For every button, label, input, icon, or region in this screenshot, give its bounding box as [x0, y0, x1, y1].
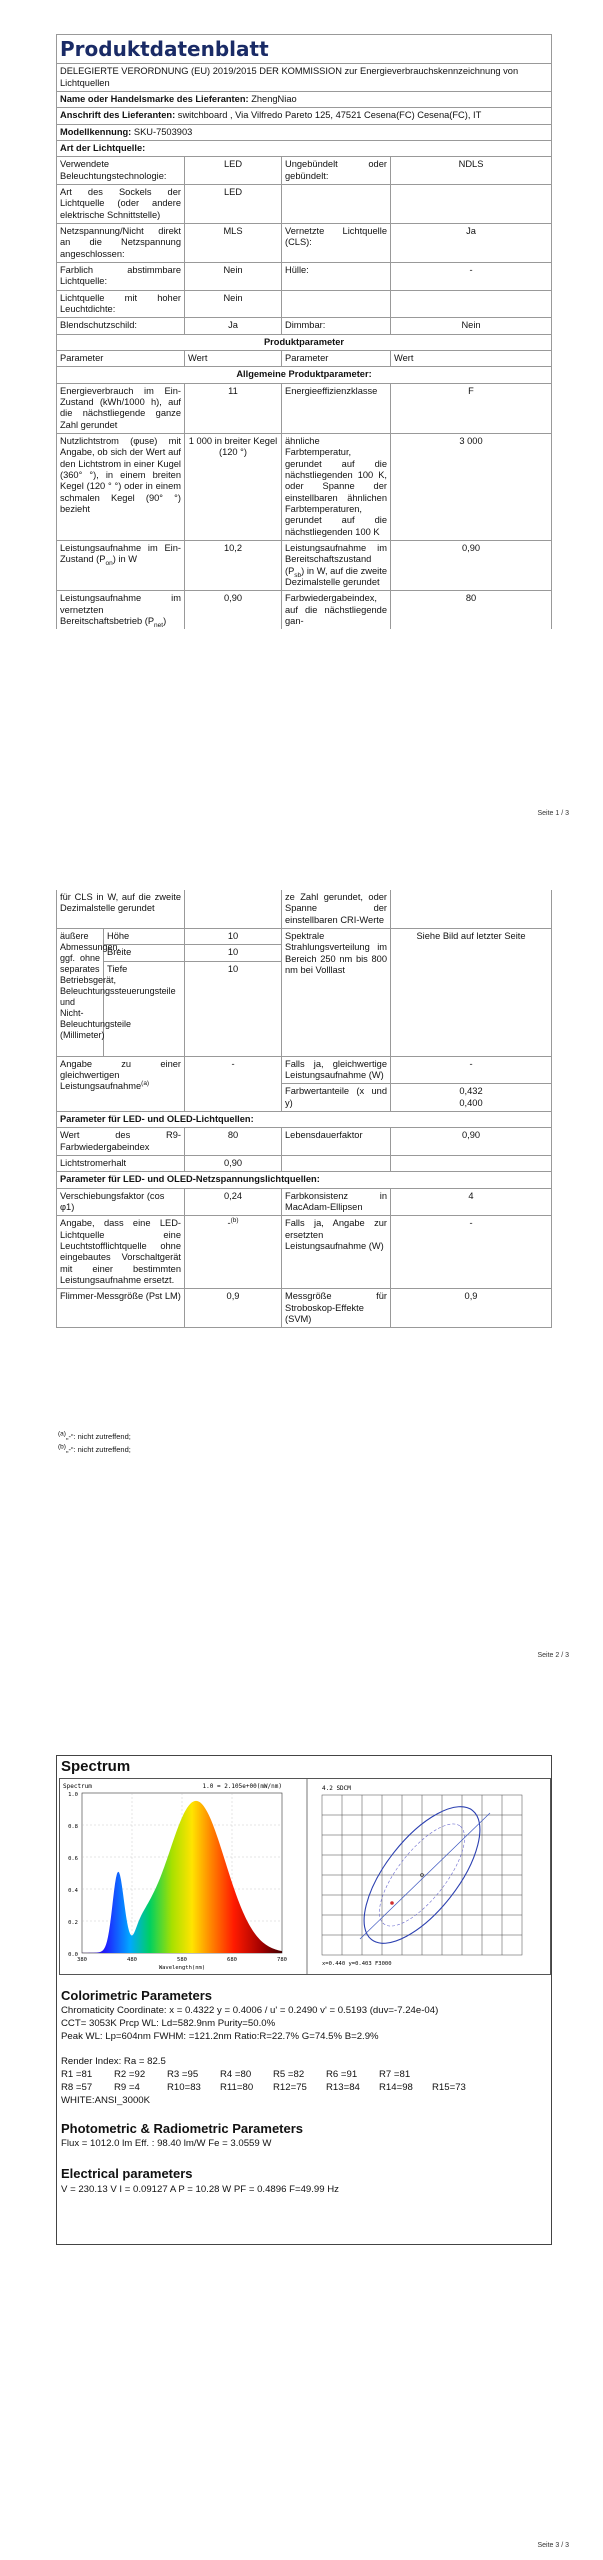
product-data-table-1	[56, 34, 552, 629]
macadam-value: 4	[391, 1188, 552, 1216]
column-header: Parameter	[57, 350, 185, 366]
row-value	[391, 185, 552, 224]
plot-header: 1.0 = 2.105e+00(mW/nm)	[202, 1783, 282, 1790]
continued-label: ze Zahl gerundet, oder Spanne der einstellbaren CRI-Werte	[282, 890, 391, 928]
row-value: Ja	[391, 224, 552, 263]
param-label	[57, 591, 185, 629]
address-value: switchboard , Via Vilfredo Pareto 125, 47521 Cesena(FC) Cesena(FC), IT	[177, 110, 482, 121]
dimensions-label: äußere Abmessungen, ggf. ohne separates Betriebsgerät, Beleuchtungssteuerungsteile und Nicht-Beleuchtungsteile (Millimeter)	[57, 928, 104, 1056]
page-2	[0, 830, 603, 1690]
r-value: R14=98	[379, 2082, 413, 2093]
subscript: net	[154, 621, 164, 629]
colorimetric-line: Chromaticity Coordinate: x = 0.4322 y = 0.4006 / u' = 0.2490 v' = 0.5193 (duv=-7.24e-04)	[61, 2005, 439, 2016]
table-row	[57, 1155, 552, 1171]
table-row	[57, 224, 552, 263]
param-value: 3 000	[391, 433, 552, 540]
replacement-value	[185, 1216, 282, 1289]
r-value: R5 =82	[273, 2069, 305, 2080]
lightsource-type-heading: Art der Lichtquelle:	[57, 141, 552, 157]
text-part: ) in W	[112, 554, 137, 565]
row-label: Netzspannung/Nicht direkt an die Netzspannung angeschlossen:	[57, 224, 185, 263]
chromaticity-x: 0,432	[459, 1086, 483, 1097]
row-label: Verwendete Beleuchtungstechnologie:	[57, 157, 185, 185]
replacement-right-value: -	[391, 1216, 552, 1289]
document-title: Produktdatenblatt	[57, 35, 552, 64]
address-label: Anschrift des Lieferanten:	[60, 110, 176, 121]
table-row	[57, 540, 552, 590]
r-value: R6 =91	[326, 2069, 358, 2080]
r-values-row-1	[61, 2069, 432, 2080]
table-row	[57, 928, 552, 944]
r-value: R11=80	[220, 2082, 254, 2093]
supplier-row	[57, 92, 552, 108]
y-tick-label: 0.2	[68, 1920, 78, 1926]
r-value: R12=75	[273, 2082, 307, 2093]
spectral-value: Siehe Bild auf letzter Seite	[391, 928, 552, 1056]
stroboscopic-label: Messgröße für Stroboskop-Effekte (SVM)	[282, 1289, 391, 1328]
y-tick-label: 0.4	[68, 1888, 78, 1894]
r-value: R1 =81	[61, 2069, 93, 2080]
footnote-mark: (a)	[58, 1430, 66, 1438]
colorimetric-line: CCT= 3053K Prcp WL: Ld=582.9nm Purity=50.0%	[61, 2018, 276, 2029]
y-tick-label: 0.6	[68, 1856, 78, 1862]
x-axis-label: Wavelength(nm)	[158, 1965, 206, 1971]
row-value: LED	[185, 157, 282, 185]
r-value: R8 =57	[61, 2082, 93, 2093]
cie-label: 4.2 SDCM	[322, 1785, 351, 1792]
text-part: -	[227, 1218, 231, 1229]
chromaticity-y: 0,400	[459, 1097, 483, 1108]
r-value: R13=84	[326, 2082, 360, 2093]
row-value	[391, 290, 552, 318]
cie-grid	[322, 1795, 522, 1955]
row-value: Nein	[391, 318, 552, 334]
dimension-value: 10	[185, 945, 282, 961]
row-value: -	[391, 262, 552, 290]
row-label: Art des Sockels der Lichtquelle (oder andere elektrische Schnittstelle)	[57, 185, 185, 224]
param-value: 10,2	[185, 540, 282, 590]
stroboscopic-value: 0,9	[391, 1289, 552, 1328]
row-value: Ja	[185, 318, 282, 334]
param-value: 80	[391, 591, 552, 629]
equivalent-power-value: -	[185, 1056, 282, 1111]
table-row	[57, 157, 552, 185]
row-label: Hülle:	[282, 262, 391, 290]
row-label: Vernetzte Lichtquelle (CLS):	[282, 224, 391, 263]
spectrum-title: Spectrum	[61, 1758, 131, 1775]
superscript: (a)	[141, 1080, 150, 1088]
row-value: NDLS	[391, 157, 552, 185]
footnote-b	[58, 1443, 131, 1456]
white-class: WHITE:ANSI_3000K	[61, 2095, 151, 2106]
y-tick-label: 0.0	[68, 1952, 78, 1958]
spectrum-plot-area	[59, 1778, 551, 1975]
y-tick-label: 0.8	[68, 1824, 78, 1830]
row-value: Nein	[185, 262, 282, 290]
continued-label: für CLS in W, auf die zweite Dezimalstelle gerundet	[57, 890, 185, 928]
x-tick-label: 680	[227, 1957, 237, 1963]
text-part: Angabe zu einer gleichwertigen Leistungsaufnahme	[60, 1058, 182, 1092]
chromaticity-label: Farbwertanteile (x und y)	[282, 1084, 391, 1112]
produktparameter-heading: Produktparameter	[57, 334, 552, 350]
page-number: Seite 2 / 3	[537, 1652, 569, 1659]
table-row	[57, 262, 552, 290]
x-tick-labels	[77, 1957, 287, 1963]
column-header: Parameter	[282, 350, 391, 366]
footnote-text: „-“: nicht zutreffend;	[65, 1432, 131, 1441]
x-tick-label: 480	[127, 1957, 137, 1963]
dimension-name: Höhe	[104, 928, 185, 944]
spectral-label: Spektrale Strahlungsverteilung im Bereich 250 nm bis 800 nm bei Volllast	[282, 928, 391, 1056]
table-row	[57, 1056, 552, 1084]
param-label: Energieverbrauch im Ein-Zustand (kWh/1000 h), auf die nächstliegende ganze Zahl gerundet	[57, 383, 185, 433]
param-value: F	[391, 383, 552, 433]
param-value: 0,90	[391, 540, 552, 590]
row-label	[282, 185, 391, 224]
photometric-title: Photometric & Radiometric Parameters	[61, 2121, 304, 2136]
param-value: 0,90	[185, 591, 282, 629]
macadam-label: Farbkonsistenz in MacAdam-Ellipsen	[282, 1188, 391, 1216]
dimension-name: Breite	[104, 945, 185, 961]
empty-cell	[391, 890, 552, 928]
page-number: Seite 3 / 3	[537, 2542, 569, 2549]
table-row	[57, 185, 552, 224]
spectrum-report	[56, 1755, 552, 2245]
x-tick-label: 780	[277, 1957, 287, 1963]
equivalent-power-right-value: -	[391, 1056, 552, 1084]
r-value: R7 =81	[379, 2069, 411, 2080]
electrical-line: V = 230.13 V I = 0.09127 A P = 10.28 W PF = 0.4896 F=49.99 Hz	[61, 2184, 339, 2195]
row-label: Dimmbar:	[282, 318, 391, 334]
table-row	[57, 290, 552, 318]
text-part: Leistungsaufnahme im vernetzten Bereitschaftsbetrieb (P	[60, 593, 181, 626]
footnote-a	[58, 1430, 131, 1443]
param-label: ähnliche Farbtemperatur, gerundet auf die nächstliegenden 100 K, oder Spanne der einstellbaren ähnlichen Farbtemperaturen, gerundet auf die nächstliegenden 100 K	[282, 433, 391, 540]
model-row	[57, 124, 552, 140]
table-row	[57, 1216, 552, 1289]
table-row	[57, 1289, 552, 1328]
x-tick-label: 380	[77, 1957, 87, 1963]
r-values-row-2	[61, 2082, 485, 2093]
table-row	[57, 433, 552, 540]
param-label	[282, 540, 391, 590]
text-part: )	[163, 615, 167, 626]
text-part: Leistungsaufnahme im Bereitschaftszustand (P	[285, 542, 387, 576]
row-label: Lichtquelle mit hoher Leuchtdichte:	[57, 290, 185, 318]
y-tick-labels	[68, 1792, 79, 1958]
colorimetric-title: Colorimetric Parameters	[61, 1988, 213, 2003]
row-label: Farblich abstimmbare Lichtquelle:	[57, 262, 185, 290]
text-part: ) in W, auf die zweite Dezimalstelle gerundet	[285, 565, 387, 587]
text-part: Leistungsaufnahme im Ein-Zustand (P	[60, 542, 181, 565]
y-tick-label: 1.0	[68, 1792, 78, 1798]
model-value: SKU-7503903	[133, 126, 193, 137]
address-row	[57, 108, 552, 124]
colorimetric-line: Peak WL: Lp=604nm FWHM: =121.2nm Ratio:R=22.7% G=74.5% B=2.9%	[61, 2031, 379, 2042]
equivalent-power-right-label: Falls ja, gleichwertige Leistungsaufnahme (W)	[282, 1056, 391, 1084]
param-value: 11	[185, 383, 282, 433]
param-label: Nutzlichtstrom (φuse) mit Angabe, ob sich der Wert auf den Lichtstrom in einer Kugel (360° °), in einem breiten Kegel (120 ° °) oder in einem schmalen Kegel (90° °) bezieht	[57, 433, 185, 540]
allgemeine-heading: Allgemeine Produktparameter:	[57, 367, 552, 383]
table-row	[57, 1128, 552, 1156]
column-header: Wert	[391, 350, 552, 366]
r-value: R9 =4	[114, 2082, 140, 2093]
product-data-table-2	[56, 890, 552, 1328]
footnotes	[58, 1430, 131, 1456]
dimension-name: Tiefe	[104, 961, 185, 1056]
supplier-label: Name oder Handelsmarke des Lieferanten:	[60, 94, 249, 105]
flicker-value: 0,9	[185, 1289, 282, 1328]
page-3	[0, 1690, 603, 2560]
row-value: MLS	[185, 224, 282, 263]
page-number: Seite 1 / 3	[537, 810, 569, 817]
lumen-value: 0,90	[185, 1155, 282, 1171]
r-value: R3 =95	[167, 2069, 199, 2080]
r-value: R2 =92	[114, 2069, 146, 2080]
subscript: sb	[294, 571, 302, 579]
row-label	[282, 290, 391, 318]
electrical-title: Electrical parameters	[61, 2166, 193, 2181]
x-tick-label: 580	[177, 1957, 187, 1963]
regulation-text: DELEGIERTE VERORDNUNG (EU) 2019/2015 DER KOMMISSION zur Energieverbrauchskennzeichnung von Lichtquellen	[57, 64, 552, 92]
table-row	[57, 318, 552, 334]
page-1	[0, 0, 603, 830]
param-label	[57, 540, 185, 590]
lumen-label: Lichtstromerhalt	[57, 1155, 185, 1171]
param-label: Energieeffizienzklasse	[282, 383, 391, 433]
cie-footer: x=0.440 y=0.403 F3000	[322, 1961, 392, 1967]
life-value: 0,90	[391, 1128, 552, 1156]
spectrum-svg	[60, 1779, 550, 1974]
r-value: R10=83	[167, 2082, 201, 2093]
dimension-value: 10	[185, 928, 282, 944]
measured-point	[390, 1901, 394, 1905]
empty-cell	[391, 1155, 552, 1171]
table-row	[57, 383, 552, 433]
model-label: Modellkennung:	[60, 126, 132, 137]
table-row	[57, 591, 552, 629]
chromaticity-values	[391, 1084, 552, 1112]
footnote-mark: (b)	[58, 1443, 66, 1451]
plot-label: Spectrum	[63, 1783, 92, 1790]
photometric-line: Flux = 1012.0 lm Eff. : 98.40 lm/W Fe = 3.0559 W	[61, 2138, 272, 2149]
table-row	[57, 890, 552, 928]
flicker-label: Flimmer-Messgröße (Pst LM)	[57, 1289, 185, 1328]
r9-label: Wert des R9-Farbwiedergabeindex	[57, 1128, 185, 1156]
led-oled-heading: Parameter für LED- und OLED-Lichtquellen:	[57, 1111, 552, 1127]
column-header: Wert	[185, 350, 282, 366]
supplier-value: ZhengNiao	[251, 94, 297, 105]
row-label: Ungebündelt oder gebündelt:	[282, 157, 391, 185]
row-label: Blendschutzschild:	[57, 318, 185, 334]
life-label: Lebensdauerfaktor	[282, 1128, 391, 1156]
displacement-value: 0,24	[185, 1188, 282, 1216]
row-value: Nein	[185, 290, 282, 318]
superscript: (b)	[230, 1217, 239, 1225]
empty-cell	[282, 1155, 391, 1171]
r-value: R4 =80	[220, 2069, 252, 2080]
led-mains-heading: Parameter für LED- und OLED-Netzspannungslichtquellen:	[57, 1172, 552, 1188]
replacement-label: Angabe, dass eine LED-Lichtquelle eine Leuchtstofflichtquelle ohne eingebautes Vorschaltgerät mit einer bestimmten Leistungsaufnahme ersetzt.	[57, 1216, 185, 1289]
dimension-value: 10	[185, 961, 282, 1056]
param-label: Farbwiedergabeindex, auf die nächstliegende gan-	[282, 591, 391, 629]
equivalent-power-label	[57, 1056, 185, 1111]
displacement-label: Verschiebungsfaktor (cos φ1)	[57, 1188, 185, 1216]
table-row	[57, 1188, 552, 1216]
footnote-text: „-“: nicht zutreffend;	[65, 1445, 131, 1454]
replacement-right-label: Falls ja, Angabe zur ersetzten Leistungsaufnahme (W)	[282, 1216, 391, 1289]
r-value: R15=73	[432, 2082, 466, 2093]
render-index: Render Index: Ra = 82.5	[61, 2056, 166, 2067]
column-header-row	[57, 350, 552, 366]
param-value: 1 000 in breiter Kegel (120 °)	[185, 433, 282, 540]
subscript: on	[105, 560, 113, 568]
row-value: LED	[185, 185, 282, 224]
r9-value: 80	[185, 1128, 282, 1156]
empty-cell	[185, 890, 282, 928]
